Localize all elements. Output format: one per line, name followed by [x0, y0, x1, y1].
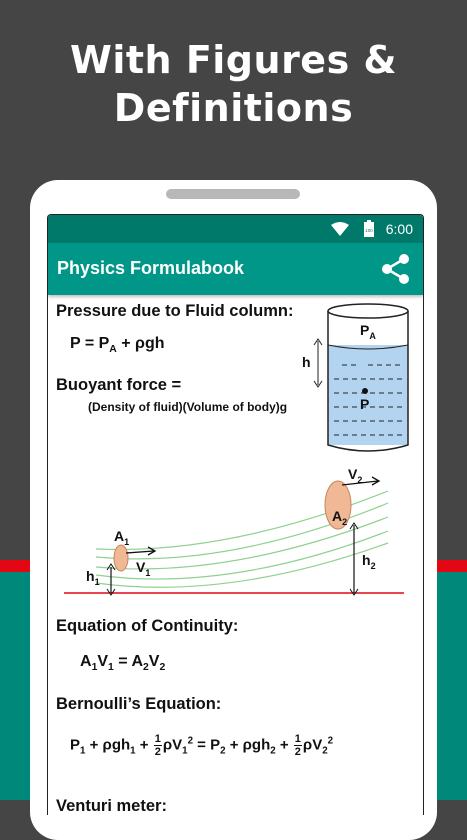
continuity-sub: 2	[159, 662, 166, 674]
figure-label-h1-main: h	[86, 568, 95, 584]
phone-speaker	[166, 189, 300, 199]
figure-label-v1-main: V	[136, 559, 146, 575]
bernoulli-sub: 2	[322, 745, 328, 757]
fraction-denominator: 2	[154, 746, 161, 758]
figure-label-a1-sub: 1	[124, 537, 130, 547]
bernoulli-part: ρV	[162, 736, 183, 754]
figure-label-pa-sub: A	[369, 331, 376, 341]
figure-label-p: P	[360, 396, 370, 412]
figure-label-a2-sub: 2	[342, 517, 348, 527]
figure-label-v2-sub: 2	[357, 475, 363, 485]
continuity-part: = A	[113, 653, 143, 670]
continuity-part: V	[148, 653, 160, 670]
fraction-denominator: 2	[294, 746, 301, 758]
figure-label-h2-main: h	[362, 552, 371, 568]
battery-level: 100	[365, 228, 373, 233]
bernoulli-sub: 2	[270, 745, 276, 757]
promo-title	[0, 36, 467, 132]
bernoulli-sup: 2	[187, 735, 193, 747]
buoyant-definition: (Density of fluid)(Volume of body)g	[88, 400, 288, 414]
figure-label-v2-main: V	[348, 469, 358, 482]
pressure-formula-lhs: P = P	[70, 335, 110, 352]
figure-label-pa	[360, 322, 376, 341]
bernoulli-sub: 1	[130, 745, 136, 757]
bernoulli-formula	[70, 733, 333, 758]
fluid-container-figure	[298, 301, 416, 461]
bernoulli-sub: 2	[220, 745, 226, 757]
pressure-formula-rhs: + ρgh	[116, 335, 165, 352]
pressure-heading: Pressure due to Fluid column:	[56, 302, 294, 320]
continuity-part: A	[80, 653, 92, 670]
figure-label-a1	[114, 528, 129, 547]
continuity-heading: Equation of Continuity:	[56, 617, 239, 635]
figure-label-a2-main: A	[332, 508, 343, 524]
bernoulli-part: = P	[193, 736, 221, 754]
continuity-sub: 1	[91, 662, 98, 674]
continuity-part: V	[97, 653, 109, 670]
figure-label-h2	[362, 552, 376, 571]
bernoulli-part: + ρgh	[225, 736, 271, 754]
battery-icon	[364, 220, 374, 237]
pressure-formula-sub: A	[109, 344, 117, 356]
promo-title-line2: Definitions	[113, 86, 354, 130]
continuity-formula	[80, 653, 165, 673]
bernoulli-part: P	[70, 736, 81, 754]
bernoulli-part: +	[135, 736, 153, 754]
continuity-sub: 2	[143, 662, 149, 674]
figure-label-h1	[86, 568, 100, 587]
figure-label-pa-main: P	[360, 322, 370, 338]
bernoulli-heading: Bernoulli’s Equation:	[56, 695, 222, 713]
fraction-numerator: 1	[294, 733, 301, 745]
bernoulli-part: ρV	[302, 736, 323, 754]
share-icon[interactable]	[377, 250, 415, 288]
bernoulli-sub: 1	[182, 745, 188, 757]
promo-title-line1: With Figures &	[69, 38, 398, 82]
formula-content[interactable]	[48, 297, 423, 815]
bernoulli-sup: 2	[327, 735, 334, 747]
figure-label-h1-sub: 1	[94, 577, 100, 587]
app-bar	[48, 243, 423, 295]
bernoulli-fraction	[154, 733, 162, 758]
figure-label-v1-sub: 1	[145, 568, 151, 578]
continuity-sub: 1	[108, 662, 114, 674]
figure-label-a1-main: A	[114, 528, 125, 544]
figure-label-v1	[136, 559, 150, 578]
bernoulli-fraction	[294, 733, 302, 758]
status-bar	[48, 215, 423, 243]
venturi-heading: Venturi meter:	[56, 797, 167, 815]
wifi-icon	[331, 222, 349, 236]
bernoulli-part: +	[275, 736, 293, 754]
figure-label-h2-sub: 2	[370, 561, 376, 571]
bernoulli-sub: 1	[80, 745, 86, 757]
app-title: Physics Formulabook	[57, 258, 245, 278]
buoyant-heading: Buoyant force =	[56, 376, 182, 394]
bernoulli-part: + ρgh	[85, 736, 131, 754]
fraction-numerator: 1	[154, 733, 161, 745]
status-time: 6:00	[385, 221, 413, 237]
pressure-formula	[70, 335, 165, 355]
figure-label-h: h	[302, 354, 311, 370]
phone-screen	[47, 214, 424, 815]
figure-label-v2	[348, 469, 362, 485]
flow-tube-figure	[48, 469, 423, 629]
